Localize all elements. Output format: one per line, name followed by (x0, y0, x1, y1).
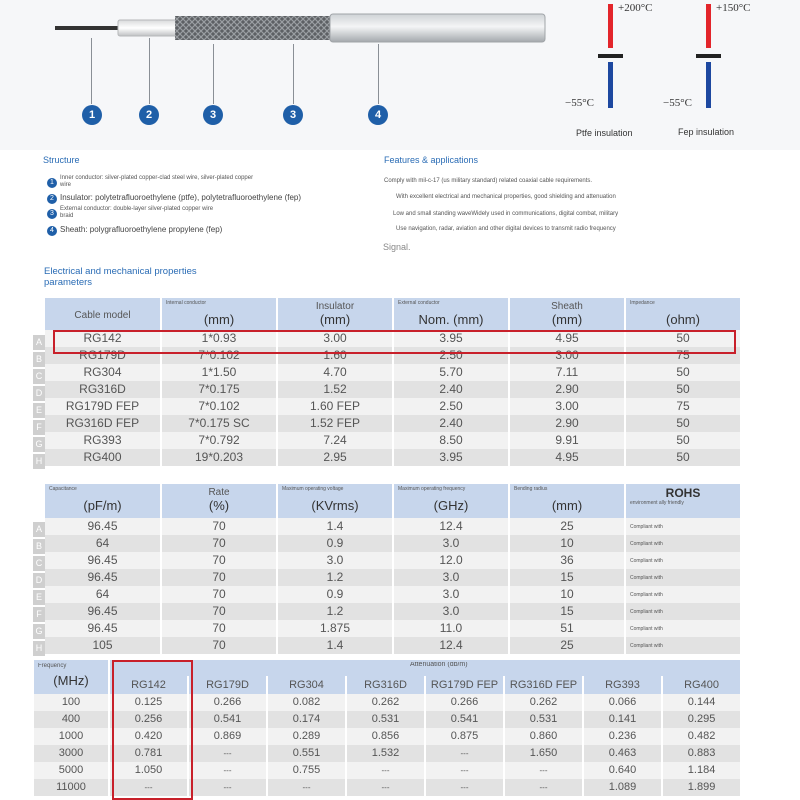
row-letter: G (33, 624, 45, 639)
structure-item-2: Insulator: polytetrafluoroethylene (ptfe), polytetrafluoroethylene (fep) (60, 193, 302, 202)
attenuation-cell: 0.289 (267, 728, 346, 745)
attenuation-cell: 0.125 (109, 694, 188, 711)
table-cell: 70 (161, 586, 277, 603)
table-cell: 96.45 (45, 603, 161, 620)
table-cell: 0.9 (277, 586, 393, 603)
table-cell: 7.24 (277, 432, 393, 449)
ptfe-label: Ptfe insulation (576, 128, 633, 138)
table-cell: 3.0 (277, 552, 393, 569)
table-cell: 2.40 (393, 415, 509, 432)
row-letter: G (33, 437, 45, 452)
table-cell: 1.4 (277, 518, 393, 535)
attenuation-cell: 1.089 (583, 779, 662, 796)
col-cable-model: Cable model (45, 298, 161, 330)
table-cell: 12.4 (393, 637, 509, 654)
table-cell: 2.95 (277, 449, 393, 466)
ptfe-high-temp: +200°C (618, 2, 653, 14)
table-cell: 50 (625, 449, 741, 466)
attenuation-cell: 0.531 (346, 711, 425, 728)
col-model-header: RG400 (662, 676, 741, 694)
callout-3b: 3 (283, 105, 303, 125)
col-frequency: Frequency (MHz) (34, 660, 109, 694)
row-letter: C (33, 369, 45, 384)
attenuation-cell: 0.755 (267, 762, 346, 779)
table-cell: 50 (625, 432, 741, 449)
table-cell: 25 (509, 637, 625, 654)
table-cell: 64 (45, 535, 161, 552)
table-row (45, 415, 741, 432)
col-model-header: RG316D FEP (504, 676, 583, 694)
fep-label: Fep insulation (678, 127, 735, 137)
attenuation-cell: --- (504, 779, 583, 796)
cable-illustration (0, 0, 800, 150)
frequency-cell: 100 (34, 694, 109, 711)
table-cell: 1.2 (277, 603, 393, 620)
table-cell: 1.2 (277, 569, 393, 586)
table-cell: 1.52 FEP (277, 415, 393, 432)
row-letter: D (33, 386, 45, 401)
table-row (45, 569, 741, 586)
table-cell: 105 (45, 637, 161, 654)
table-cell: 1.875 (277, 620, 393, 637)
col-model-header: RG179D FEP (425, 676, 504, 694)
frequency-cell: 400 (34, 711, 109, 728)
frequency-cell: 5000 (34, 762, 109, 779)
rohs-cell: Compliant with (625, 603, 741, 620)
col-insulator: Insulator (mm) (277, 298, 393, 330)
table-cell: 3.0 (393, 586, 509, 603)
structure-item-3: External conductor: double-layer silver-plated copper wire braid (60, 206, 214, 219)
attenuation-cell: 0.781 (109, 745, 188, 762)
table-cell: 0.9 (277, 535, 393, 552)
structure-num-2: 2 (47, 194, 57, 204)
table-cell: 75 (625, 347, 741, 364)
table-cell: 75 (625, 398, 741, 415)
highlight-rg142-row (53, 330, 736, 354)
structure-num-3: 3 (47, 209, 57, 219)
table-cell: 64 (45, 586, 161, 603)
attenuation-cell: 0.082 (267, 694, 346, 711)
attenuation-cell: --- (346, 779, 425, 796)
row-letter: B (33, 352, 45, 367)
features-title: Features & applications (384, 155, 479, 165)
table-cell: RG142 (45, 330, 161, 347)
table-cell: 96.45 (45, 518, 161, 535)
attenuation-cell: --- (425, 762, 504, 779)
fep-low-temp: −55°C (663, 97, 692, 109)
table-cell: 2.40 (393, 381, 509, 398)
table-cell: 3.0 (393, 603, 509, 620)
table-cell: 8.50 (393, 432, 509, 449)
structure-title: Structure (43, 155, 80, 165)
attenuation-cell: 0.860 (504, 728, 583, 745)
table-cell: 96.45 (45, 620, 161, 637)
col-max-voltage: Maximum operating voltage (KVrms) (277, 484, 393, 518)
attenuation-cell: 0.295 (662, 711, 741, 728)
table-row (45, 364, 741, 381)
table-cell: 70 (161, 535, 277, 552)
callout-2: 2 (139, 105, 159, 125)
attenuation-cell: 0.266 (188, 694, 267, 711)
outer-braid (175, 16, 335, 40)
attenuation-cell: 0.883 (662, 745, 741, 762)
table-cell: 36 (509, 552, 625, 569)
table-cell: 2.50 (393, 398, 509, 415)
table-cell: RG179D (45, 347, 161, 364)
table-cell: 70 (161, 518, 277, 535)
table-cell: 3.00 (509, 398, 625, 415)
table-cell: 1.60 (277, 347, 393, 364)
table-row (45, 603, 741, 620)
attenuation-cell: --- (346, 762, 425, 779)
attenuation-cell: 0.262 (504, 694, 583, 711)
col-model-header: RG304 (267, 676, 346, 694)
table-cell: 3.95 (393, 330, 509, 347)
structure-item-4: Sheath: polygrafluoroethylene propylene (fep) (60, 225, 223, 234)
table-cell: 3.0 (393, 569, 509, 586)
col-external-conductor: External conductor Nom. (mm) (393, 298, 509, 330)
col-impedance: Impedance (ohm) (625, 298, 741, 330)
frequency-cell: 11000 (34, 779, 109, 796)
table-cell: 3.0 (393, 535, 509, 552)
table-cell: 15 (509, 603, 625, 620)
table-cell: 2.50 (393, 347, 509, 364)
table-cell: RG316D (45, 381, 161, 398)
attenuation-cell: 1.899 (662, 779, 741, 796)
attenuation-cell: 0.141 (583, 711, 662, 728)
ptfe-divider (598, 54, 623, 58)
attenuation-cell: 0.482 (662, 728, 741, 745)
electrical-properties-table (45, 484, 742, 654)
feature-line-3: Low and small standing waveWidely used in communications, digital combat, military (393, 211, 619, 217)
table-cell: 7*0.175 (161, 381, 277, 398)
row-letter: H (33, 641, 45, 656)
table-row (45, 432, 741, 449)
table-cell: 1.4 (277, 637, 393, 654)
table-cell: 5.70 (393, 364, 509, 381)
fep-low-bar (706, 62, 711, 108)
highlight-rg142-column (112, 660, 193, 800)
attenuation-cell: --- (188, 779, 267, 796)
table-cell: RG400 (45, 449, 161, 466)
attenuation-cell: 0.266 (425, 694, 504, 711)
table-cell: 4.70 (277, 364, 393, 381)
rohs-cell: Compliant with (625, 637, 741, 654)
table-cell: 2.90 (509, 415, 625, 432)
col-bending-radius: Bending radius (mm) (509, 484, 625, 518)
attenuation-cell: --- (267, 779, 346, 796)
table-cell: RG393 (45, 432, 161, 449)
table-cell: 1*0.93 (161, 330, 277, 347)
table-cell: 7.11 (509, 364, 625, 381)
callout-3a: 3 (203, 105, 223, 125)
callout-4: 4 (368, 105, 388, 125)
table-row (45, 381, 741, 398)
row-letter: C (33, 556, 45, 571)
row-letter: D (33, 573, 45, 588)
table-cell: 12.0 (393, 552, 509, 569)
table-cell: 70 (161, 603, 277, 620)
structure-item-1: Inner conductor: silver-plated copper-clad steel wire, silver-plated copper wire (60, 175, 254, 188)
col-sheath: Sheath (mm) (509, 298, 625, 330)
sheath (330, 14, 545, 42)
attenuation-cell: --- (425, 779, 504, 796)
table-cell: 96.45 (45, 552, 161, 569)
table-row (45, 637, 741, 654)
fep-divider (696, 54, 721, 58)
attenuation-cell: 1.532 (346, 745, 425, 762)
feature-line-2: With excellent electrical and mechanical properties, good shielding and attenuation (396, 194, 616, 200)
col-rohs: ROHS environment ally friendly (625, 484, 741, 518)
table-cell: 1.60 FEP (277, 398, 393, 415)
attenuation-cell: --- (109, 779, 188, 796)
table-cell: 70 (161, 569, 277, 586)
rohs-cell: Compliant with (625, 518, 741, 535)
attenuation-cell: 0.869 (188, 728, 267, 745)
col-rate: Rate (%) (161, 484, 277, 518)
structure-num-1: 1 (47, 178, 57, 188)
attenuation-cell: 0.541 (425, 711, 504, 728)
table-row (45, 620, 741, 637)
attenuation-cell: 0.174 (267, 711, 346, 728)
attenuation-header: Attenuation (db/m) (109, 660, 741, 676)
col-internal-conductor: Internal conductor (mm) (161, 298, 277, 330)
rohs-cell: Compliant with (625, 552, 741, 569)
table-cell: RG316D FEP (45, 415, 161, 432)
col-max-frequency: Maximum operating frequency (GHz) (393, 484, 509, 518)
ptfe-high-bar (608, 4, 613, 48)
table-cell: 70 (161, 637, 277, 654)
table-cell: 50 (625, 330, 741, 347)
frequency-cell: 1000 (34, 728, 109, 745)
table-row (45, 449, 741, 466)
table-cell: 9.91 (509, 432, 625, 449)
table-cell: 25 (509, 518, 625, 535)
attenuation-cell: 0.144 (662, 694, 741, 711)
attenuation-cell: 1.650 (504, 745, 583, 762)
table-cell: 4.95 (509, 449, 625, 466)
attenuation-cell: 0.875 (425, 728, 504, 745)
col-model-header: RG142 (109, 676, 188, 694)
structure-num-4: 4 (47, 226, 57, 236)
info-section (0, 150, 800, 265)
table-cell: 70 (161, 552, 277, 569)
table-row (45, 535, 741, 552)
attenuation-cell: 0.541 (188, 711, 267, 728)
table-row (45, 398, 741, 415)
fep-high-bar (706, 4, 711, 48)
table-cell: 11.0 (393, 620, 509, 637)
table-cell: 7*0.102 (161, 398, 277, 415)
attenuation-cell: 0.262 (346, 694, 425, 711)
table-cell: 51 (509, 620, 625, 637)
table-cell: 10 (509, 586, 625, 603)
table-cell: 7*0.792 (161, 432, 277, 449)
table-cell: 7*0.102 (161, 347, 277, 364)
table-cell: 1*1.50 (161, 364, 277, 381)
ptfe-low-temp: −55°C (565, 97, 594, 109)
fep-high-temp: +150°C (716, 2, 751, 14)
table-cell: 15 (509, 569, 625, 586)
attenuation-cell: 1.184 (662, 762, 741, 779)
table-cell: 96.45 (45, 569, 161, 586)
attenuation-cell: 0.420 (109, 728, 188, 745)
row-letter: B (33, 539, 45, 554)
col-model-header: RG316D (346, 676, 425, 694)
table-cell: 19*0.203 (161, 449, 277, 466)
rohs-cell: Compliant with (625, 586, 741, 603)
table-cell: RG304 (45, 364, 161, 381)
ptfe-low-bar (608, 62, 613, 108)
table-cell: 1.52 (277, 381, 393, 398)
mechanical-properties-table (45, 298, 742, 466)
attenuation-cell: --- (188, 762, 267, 779)
attenuation-cell: 1.050 (109, 762, 188, 779)
table-cell: 70 (161, 620, 277, 637)
attenuation-cell: --- (188, 745, 267, 762)
col-model-header: RG393 (583, 676, 662, 694)
signal-text: Signal. (383, 242, 411, 252)
attenuation-cell: 0.066 (583, 694, 662, 711)
feature-line-4: Use navigation, radar, aviation and other digital devices to transmit radio frequency (396, 226, 616, 232)
rohs-cell: Compliant with (625, 535, 741, 552)
table-cell: 3.00 (277, 330, 393, 347)
table-cell: 12.4 (393, 518, 509, 535)
table-cell: 4.95 (509, 330, 625, 347)
feature-line-1: Comply with mil-c-17 (us military standard) related coaxial cable requirements. (384, 178, 593, 184)
rohs-cell: Compliant with (625, 569, 741, 586)
attenuation-cell: 0.463 (583, 745, 662, 762)
table-cell: 7*0.175 SC (161, 415, 277, 432)
row-letter: F (33, 607, 45, 622)
properties-title: Electrical and mechanical properties parameters (44, 266, 197, 288)
rohs-cell: Compliant with (625, 620, 741, 637)
table-cell: 50 (625, 415, 741, 432)
table-cell: RG179D FEP (45, 398, 161, 415)
row-letter: E (33, 590, 45, 605)
frequency-cell: 3000 (34, 745, 109, 762)
table-cell: 50 (625, 381, 741, 398)
table-cell: 50 (625, 364, 741, 381)
row-letter: F (33, 420, 45, 435)
col-capacitance: Capacitance (pF/m) (45, 484, 161, 518)
col-model-header: RG179D (188, 676, 267, 694)
attenuation-cell: --- (425, 745, 504, 762)
row-letter: A (33, 522, 45, 537)
row-letter: A (33, 335, 45, 350)
table-cell: 3.00 (509, 347, 625, 364)
table-cell: 2.90 (509, 381, 625, 398)
attenuation-cell: 0.856 (346, 728, 425, 745)
table-row (45, 586, 741, 603)
cable-drawing (0, 10, 560, 70)
attenuation-cell: 0.531 (504, 711, 583, 728)
attenuation-cell: 0.236 (583, 728, 662, 745)
row-letter: E (33, 403, 45, 418)
attenuation-cell: 0.640 (583, 762, 662, 779)
table-row (45, 518, 741, 535)
attenuation-cell: --- (504, 762, 583, 779)
table-row (45, 552, 741, 569)
row-letter: H (33, 454, 45, 469)
callout-1: 1 (82, 105, 102, 125)
table-cell: 10 (509, 535, 625, 552)
attenuation-cell: 0.256 (109, 711, 188, 728)
attenuation-cell: 0.551 (267, 745, 346, 762)
table-cell: 3.95 (393, 449, 509, 466)
